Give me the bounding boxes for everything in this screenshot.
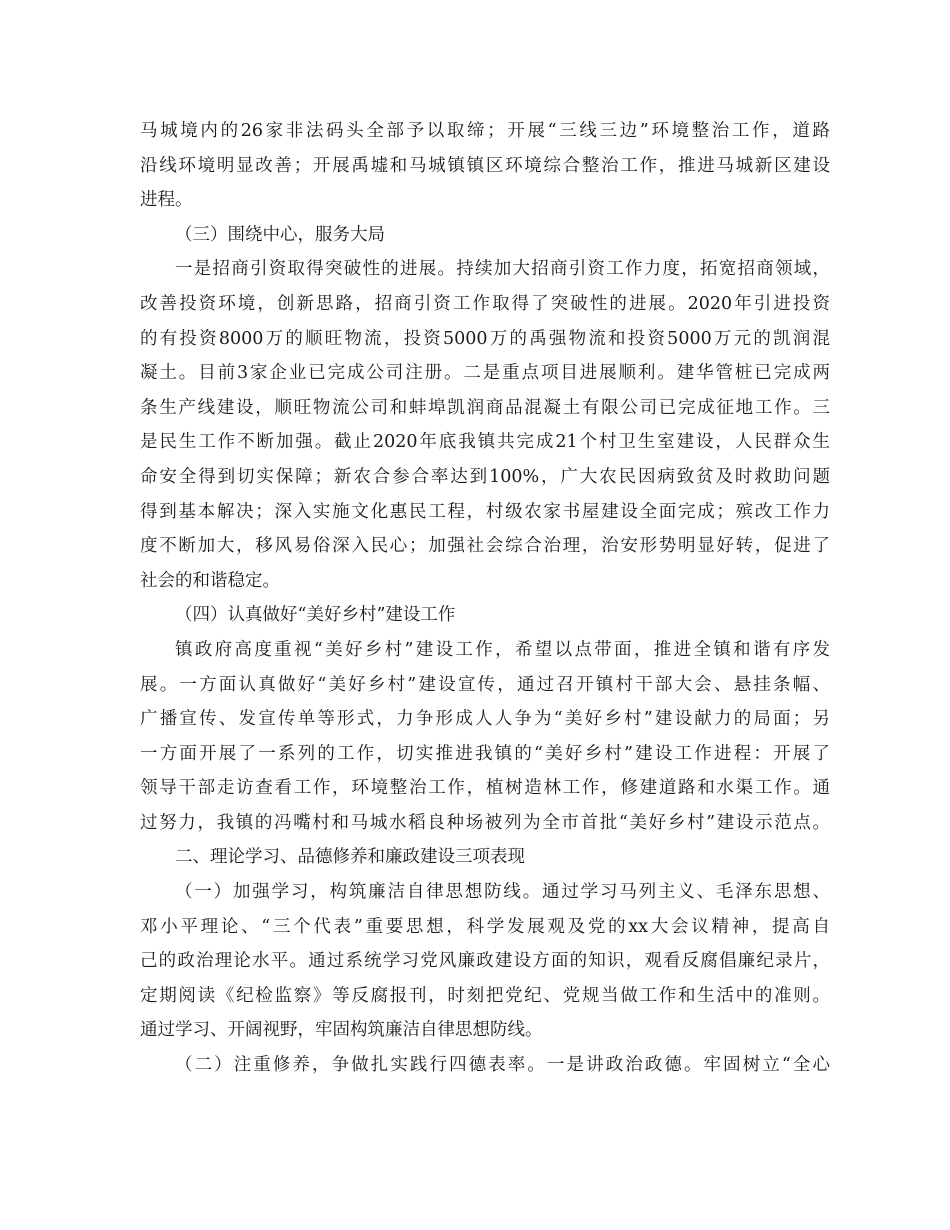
body-text: [140, 114, 830, 1083]
text-line: 一是招商引资取得突破性的进展。持续加大招商引资工作力度，拓宽招商领域，: [175, 259, 830, 280]
section-heading: （四）认真做好“美好乡村”建设工作: [175, 605, 456, 626]
text-line: 沿线环境明显改善；开展禹墟和马城镇镇区环境综合整治工作，推进马城新区建设: [140, 155, 830, 176]
text-line: 邓小平理论、“三个代表”重要思想，科学发展观及党的xx大会议精神，提高自: [140, 916, 830, 937]
text-line: 镇政府高度重视“美好乡村”建设工作，希望以点带面，推进全镇和谐有序发: [175, 639, 830, 660]
text-line: 进程。: [140, 190, 193, 211]
text-line: 的有投资8000万的顺旺物流，投资5000万的禹强物流和投资5000万元的凯润混: [140, 328, 830, 349]
section-heading: 二、理论学习、品德修养和廉政建设三项表现: [175, 847, 525, 868]
text-line: 度不断加大，移风易俗深入民心；加强社会综合治理，治安形势明显好转，促进了: [140, 536, 830, 557]
text-line: （二）注重修养，争做扎实践行四德表率。一是讲政治政德。牢固树立“全心: [175, 1055, 830, 1076]
text-line: 马城境内的26家非法码头全部予以取缔；开展“三线三边”环境整治工作，道路: [140, 121, 830, 141]
text-line: 条生产线建设，顺旺物流公司和蚌埠凯润商品混凝土有限公司已完成征地工作。三: [140, 397, 830, 418]
text-line: 命安全得到切实保障；新农合参合率达到100%，广大农民因病致贫及时救助问题: [140, 466, 830, 487]
text-line: 过努力，我镇的冯嘴村和马城水稻良种场被列为全市首批“美好乡村”建设示范点。: [140, 812, 830, 833]
text-line: 凝土。目前3家企业已完成公司注册。二是重点项目进展顺利。建华管桩已完成两: [140, 363, 830, 384]
text-line: 定期阅读《纪检监察》等反腐报刊，时刻把党纪、党规当做工作和生活中的准则。: [140, 985, 830, 1006]
text-line: 社会的和谐稳定。: [140, 570, 280, 591]
text-line: 通过学习、开阔视野，牢固构筑廉洁自律思想防线。: [140, 1020, 543, 1041]
section-heading: （三）围绕中心，服务大局: [175, 224, 385, 245]
text-line: 改善投资环境，创新思路，招商引资工作取得了突破性的进展。2020年引进投资: [140, 293, 830, 314]
text-line: 展。一方面认真做好“美好乡村”建设宣传，通过召开镇村干部大会、悬挂条幅、: [140, 674, 830, 695]
text-line: 是民生工作不断加强。截止2020年底我镇共完成21个村卫生室建设，人民群众生: [140, 432, 830, 453]
text-line: 一方面开展了一系列的工作，切实推进我镇的“美好乡村”建设工作进程：开展了: [140, 743, 830, 764]
text-line: （一）加强学习，构筑廉洁自律思想防线。通过学习马列主义、毛泽东思想、: [175, 882, 830, 903]
text-line: 得到基本解决；深入实施文化惠民工程，村级农家书屋建设全面完成；殡改工作力: [140, 501, 830, 522]
text-line: 己的政治理论水平。通过系统学习党风廉政建设方面的知识，观看反腐倡廉纪录片，: [140, 951, 830, 972]
text-line: 广播宣传、发宣传单等形式，力争形成人人争为“美好乡村”建设献力的局面；另: [140, 709, 830, 730]
text-line: 领导干部走访查看工作，环境整治工作，植树造林工作，修建道路和水渠工作。通: [140, 778, 830, 799]
